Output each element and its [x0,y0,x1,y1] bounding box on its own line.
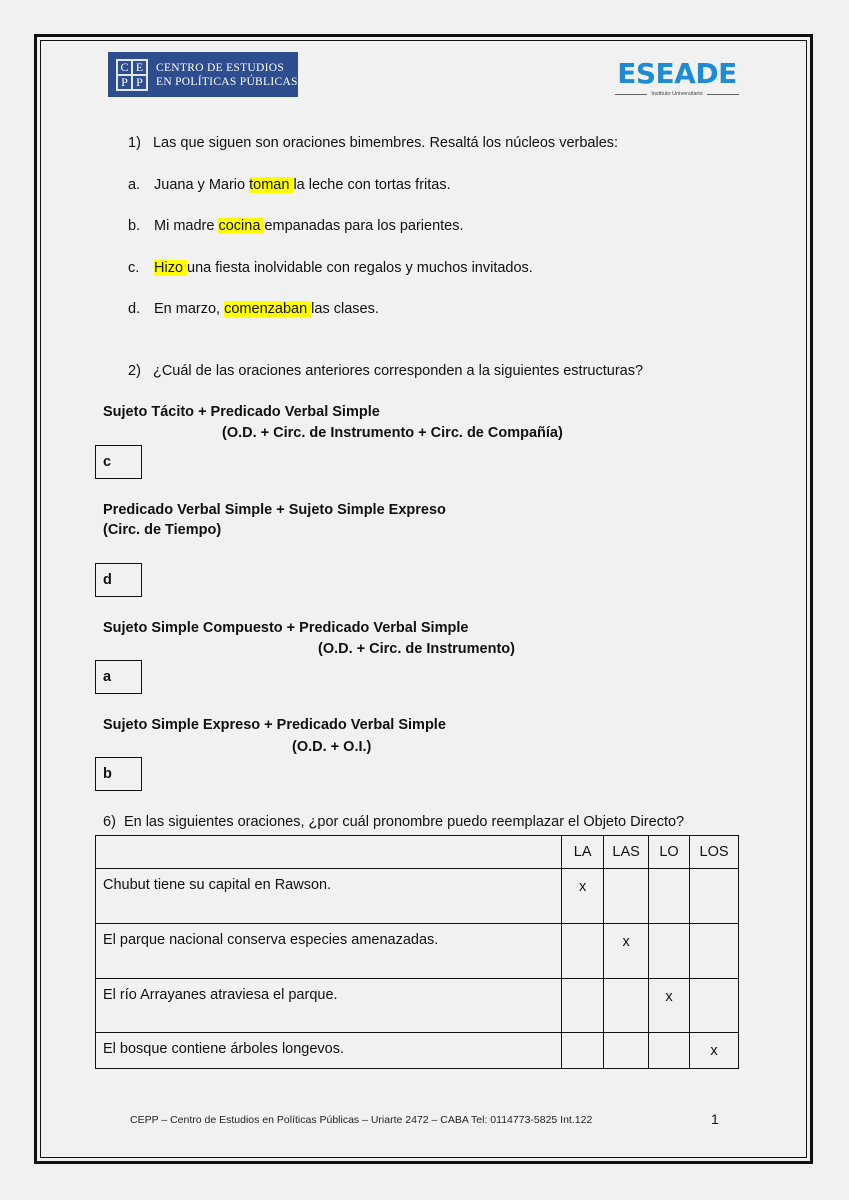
table-row [96,924,739,979]
mark-cell[interactable] [690,979,739,1033]
pronoun-table [95,835,739,1069]
page-number: 1 [711,1111,719,1127]
divider [615,94,647,95]
mark-cell[interactable]: x [562,869,604,924]
eseade-logo-name: ESEADE [617,57,737,90]
list-marker: b. [128,218,141,234]
mark-cell[interactable] [690,869,739,924]
mark-cell[interactable] [562,924,604,979]
mark-cell[interactable] [649,869,690,924]
eseade-logo [612,58,742,97]
highlighted-verb: cocina [218,218,265,234]
structure-4-line2: (O.D. + O.I.) [292,739,372,755]
answer-box-4[interactable]: b [95,757,142,791]
table-row [96,869,739,924]
mark-cell[interactable]: x [604,924,649,979]
mark-cell[interactable] [649,924,690,979]
mark-cell[interactable] [562,1033,604,1069]
sentence-text: Mi madre [154,218,219,234]
table-header-cell: LA [562,836,604,869]
cepp-logo-letter: C [117,60,132,75]
answer-box-3[interactable]: a [95,660,142,694]
structure-3-line1: Sujeto Simple Compuesto + Predicado Verbal Simple [103,620,469,636]
structure-3-line2: (O.D. + Circ. de Instrumento) [318,641,515,657]
cepp-logo-line1: CENTRO DE ESTUDIOS [156,61,285,74]
cepp-logo-letter: E [132,60,147,75]
sentence-cell: El parque nacional conserva especies amenazadas. [96,924,562,979]
q1-item-a [128,176,451,194]
sentence-cell: El bosque contiene árboles longevos. [96,1033,562,1069]
answer-box-2[interactable]: d [95,563,142,597]
cepp-logo-line2: EN POLÍTICAS PÚBLICAS [156,75,298,88]
cepp-logo-letter: P [132,75,147,90]
footer-text: CEPP – Centro de Estudios en Políticas Públicas – Uriarte 2472 – CABA Tel: 0114773-5825 Int.122 [130,1114,593,1126]
mark-cell[interactable] [649,1033,690,1069]
eseade-logo-subtitle: Instituto Universitario [651,91,703,97]
sentence-text: En marzo, [154,301,225,317]
table-header-cell [96,836,562,869]
list-marker: d. [128,301,141,317]
q1-item-c [128,259,533,277]
table-header-cell: LOS [690,836,739,869]
question-2-title: 2) ¿Cuál de las oraciones anteriores corresponden a la siguientes estructuras? [128,363,644,379]
cepp-logo [108,52,298,97]
table-header-cell: LO [649,836,690,869]
structure-4-line1: Sujeto Simple Expreso + Predicado Verbal Simple [103,717,446,733]
list-marker: a. [128,177,141,193]
q1-item-b [128,217,464,235]
question-6-title: 6) En las siguientes oraciones, ¿por cuál pronombre puedo reemplazar el Objeto Directo? [103,814,685,830]
divider [707,94,739,95]
mark-cell[interactable]: x [649,979,690,1033]
highlighted-verb: comenzaban [224,301,312,317]
mark-cell[interactable]: x [690,1033,739,1069]
sentence-cell: Chubut tiene su capital en Rawson. [96,869,562,924]
table-header-cell: LAS [604,836,649,869]
sentence-text: empanadas para los parientes. [264,218,464,234]
eseade-logo-subtitle-row [612,91,742,97]
sentence-text: las clases. [311,301,379,317]
mark-cell[interactable] [604,869,649,924]
mark-cell[interactable] [690,924,739,979]
structure-2-line2: (Circ. de Tiempo) [103,522,222,538]
mark-cell[interactable] [604,1033,649,1069]
sentence-text: Juana y Mario [154,177,250,193]
sentence-text: la leche con tortas fritas. [293,177,451,193]
structure-1-line1: Sujeto Tácito + Predicado Verbal Simple [103,404,380,420]
structure-2-line1: Predicado Verbal Simple + Sujeto Simple Expreso [103,502,446,518]
answer-box-1[interactable]: c [95,445,142,479]
table-row [96,979,739,1033]
sentence-cell: El río Arrayanes atraviesa el parque. [96,979,562,1033]
table-row [96,1033,739,1069]
highlighted-verb: toman [249,177,294,193]
q1-item-d [128,300,379,318]
table-header-row [96,836,739,869]
mark-cell[interactable] [604,979,649,1033]
structure-1-line2: (O.D. + Circ. de Instrumento + Circ. de Compañía) [222,425,563,441]
cepp-logo-text [156,61,298,89]
highlighted-verb: Hizo [154,260,188,276]
cepp-logo-letter: P [117,75,132,90]
cepp-logo-mark [116,59,148,91]
question-1-title: 1) Las que siguen son oraciones bimembres. Resaltá los núcleos verbales: [128,135,619,151]
mark-cell[interactable] [562,979,604,1033]
sentence-text: una fiesta inolvidable con regalos y muchos invitados. [187,260,533,276]
list-marker: c. [128,260,140,276]
